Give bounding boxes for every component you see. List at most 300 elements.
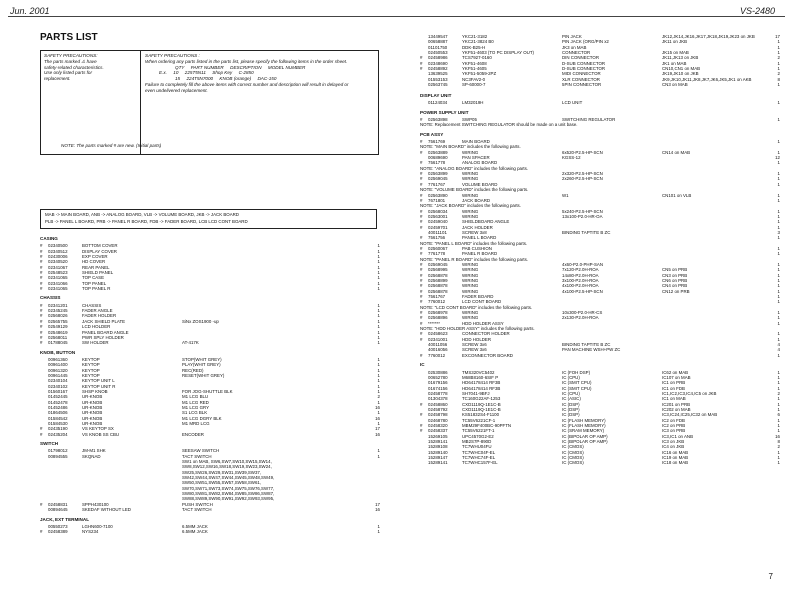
- parts-row: [420, 100, 780, 105]
- description: TOP PANEL R: [82, 286, 111, 292]
- quantity: 1: [777, 213, 780, 219]
- part-number: 01679156: [428, 380, 448, 386]
- row-mark: #: [40, 431, 43, 437]
- part-number: 00961400: [48, 362, 68, 368]
- quantity: 1: [777, 283, 780, 289]
- row-mark: #: [40, 324, 43, 330]
- quantity: 1: [377, 340, 380, 346]
- board-codes-box: [40, 209, 377, 229]
- row-mark: #: [420, 149, 423, 155]
- part-number: 02458831: [48, 501, 68, 507]
- remark: IC16 on MAB: [662, 449, 689, 455]
- description: 7x120-P2.0H-ROA: [562, 267, 599, 273]
- header-rule: [8, 16, 785, 17]
- section-title: IC: [420, 362, 425, 368]
- part-number: 02340104: [48, 378, 68, 384]
- quantity: 1: [377, 453, 380, 459]
- part-number: 02340500: [48, 243, 68, 249]
- safety-right-example: 15 224T5N7000 KNOB (orange) DAC-150: [175, 76, 277, 82]
- quantity: 3: [777, 229, 780, 235]
- quantity: 1: [777, 331, 780, 337]
- description: PIN JACK: [562, 34, 582, 39]
- description: [562, 353, 662, 358]
- row-mark: #: [40, 426, 43, 432]
- quantity: 1: [777, 352, 780, 358]
- description: JK3 on MAB: [562, 44, 587, 50]
- section-title: SWITCH: [40, 441, 59, 447]
- part-model: TC55V6221CF-1: [462, 417, 496, 423]
- remark: IC202 on MAB: [662, 406, 691, 412]
- part-number: 01864506: [48, 410, 68, 416]
- quantity: 1: [377, 318, 380, 324]
- row-mark: [420, 82, 428, 87]
- row-mark: #: [420, 331, 423, 337]
- part-model: YKC21-3182: [462, 34, 488, 39]
- description: XLR CONNECTOR: [562, 76, 600, 82]
- description: 2x320-P2.5-HP-SCN: [562, 171, 603, 177]
- description: 4x100-P2.0H-ROA: [562, 283, 599, 289]
- quantity: 1: [777, 224, 780, 230]
- remark: [662, 321, 766, 326]
- part-number: 02430006: [48, 254, 68, 260]
- part-model: PAN SPACER: [462, 155, 490, 161]
- parts-note: NOTE: "PANEL L BOARD" includes the following parts.: [420, 240, 528, 246]
- right-top-parts: [420, 34, 780, 87]
- description: [562, 235, 662, 240]
- description: UR-KNOB: [82, 399, 103, 405]
- description: IC (SMIT CPU): [562, 380, 592, 386]
- row-mark: #: [420, 176, 423, 182]
- description: 4x60-P2.0-PHP-SAN: [562, 261, 603, 267]
- remark: IC3 on PRB: [662, 428, 686, 434]
- part-number: 01584542: [48, 415, 68, 421]
- part-number: 01452445: [48, 394, 68, 400]
- row-mark: #: [420, 208, 423, 214]
- remark: IC1 on PRB: [662, 380, 686, 386]
- board-codes-line: MAB -> MAIN BOARD, ANB -> ANALOG BOARD, VLB -> VOLUME BOARD, JKB -> JACK BOARD: [45, 212, 239, 217]
- remark: FOR JOG-SHUTTLE BLK: [182, 388, 233, 394]
- description: 6x520-P2.5-HP-SCN: [562, 149, 603, 155]
- row-mark: #: [40, 501, 43, 507]
- row-mark: #: [40, 264, 43, 270]
- part-model: TMS320VC5402: [462, 369, 495, 375]
- part-number: 02345245: [48, 308, 68, 314]
- part-number: 02563899: [428, 171, 448, 177]
- part-model: NC3FAV2-0: [462, 76, 486, 82]
- right-parts-column: [420, 89, 780, 466]
- remark: IC2 on PRB: [662, 422, 686, 428]
- description: 13x100-P2.0-HR-OA: [562, 213, 603, 219]
- quantity: 1: [377, 270, 380, 276]
- description: UR-KNOB: [82, 404, 103, 410]
- part-number: 02568034: [428, 208, 448, 214]
- part-number: 02568011: [48, 334, 68, 340]
- remark: CN14 on MAB: [662, 149, 691, 155]
- description: SKEDAF WITHOUT LED: [82, 507, 131, 513]
- part-number: 40011056: [428, 342, 448, 348]
- remark: M1 MRD LCG: [182, 421, 210, 426]
- row-mark: #: [420, 352, 423, 358]
- part-number: 02568878: [428, 283, 448, 289]
- part-number: 00894645: [48, 507, 68, 513]
- quantity: 1: [777, 261, 780, 267]
- part-number: 7761767: [428, 181, 446, 187]
- part-number: 02341065: [48, 286, 68, 292]
- page-number: 7: [768, 572, 773, 581]
- quantity: 1: [777, 117, 780, 123]
- part-model: EXCONNECTOR BOARD: [462, 352, 513, 358]
- part-model: SWP05: [462, 117, 477, 123]
- quantity: 1: [377, 264, 380, 270]
- part-number: 02563001: [428, 213, 448, 219]
- remark: IC4 on JKB: [662, 444, 685, 450]
- description: FADER HOLDER: [82, 313, 117, 319]
- row-mark: #: [420, 283, 423, 289]
- description: IC (BIPOLAR OP AMP): [562, 438, 608, 444]
- part-number: 01798012: [48, 448, 68, 454]
- part-number: 02435190: [48, 426, 68, 432]
- row-mark: #: [40, 329, 43, 335]
- part-model: MAIN BOARD: [462, 139, 490, 145]
- quantity: 1: [777, 160, 780, 166]
- quantity: 1: [777, 171, 780, 177]
- quantity: 2: [777, 55, 780, 61]
- row-mark: #: [420, 422, 423, 428]
- row-mark: #: [420, 299, 423, 305]
- parts-note: NOTE: Replacement SWITCHING REGULATOR should be made on a unit base.: [420, 122, 578, 128]
- description: [562, 139, 662, 144]
- part-number: 01584530: [48, 421, 68, 426]
- part-number: 40011101: [428, 229, 447, 235]
- description: PWR SPLY HOLDER: [82, 334, 124, 340]
- part-number: 00961320: [48, 367, 68, 373]
- quantity: 1: [777, 315, 780, 321]
- quantity: 1: [777, 39, 780, 45]
- section-title: KNOB, BUTTON: [40, 349, 76, 355]
- row-mark: #: [420, 171, 423, 177]
- remark: REC(RED): [182, 367, 204, 373]
- part-number: 02568026: [48, 313, 68, 319]
- description: IC (DSP): [562, 406, 580, 412]
- parts-note: NOTE: "HDD HOLDER ASSY" includes the following parts.: [420, 326, 535, 332]
- remark: CN4 on PRB: [662, 283, 688, 289]
- part-model: WIRING: [462, 261, 479, 267]
- remark: [662, 100, 766, 105]
- part-number: 02458986: [428, 55, 448, 61]
- row-mark: #: [40, 313, 43, 319]
- remark: SEESAW SWITCH: [182, 448, 220, 454]
- quantity: 1: [777, 396, 780, 402]
- quantity: 1: [777, 272, 780, 278]
- quantity: 1: [777, 299, 780, 305]
- remark: SW8,SW12,SW16,SW18,SW19,SW23,SW24,: [182, 464, 272, 470]
- remark: JK12,JK14,JK16,JK17,JK18,JK19,JK23 on JKB: [662, 34, 755, 39]
- quantity: 16: [375, 431, 380, 437]
- description: CHASSIS: [82, 302, 102, 308]
- part-model: LCD CONT BOARD: [462, 299, 502, 305]
- description: 3x100-P2.0H-ROA: [562, 278, 599, 283]
- part-model: CXD1119Q-1E1C-B: [462, 401, 501, 407]
- remark: [662, 160, 766, 165]
- part-model: HDD HOLDER: [462, 336, 492, 342]
- part-number: 02341201: [48, 302, 68, 308]
- description: PAN MACHINE WSH+PW ZC: [562, 347, 621, 353]
- remark: IC3,IC1 on ANB: [662, 433, 693, 439]
- quantity: 8: [777, 76, 780, 82]
- part-number: 01788045: [48, 340, 68, 346]
- quantity: 16: [375, 404, 380, 410]
- part-model: TC7WHC74F-EL: [462, 455, 496, 460]
- part-model: SCREW 3x6: [462, 342, 487, 348]
- remark: SW80,SW81,SW82,SW84,SW85,SW86,SW87,: [182, 491, 275, 497]
- quantity: 1: [777, 374, 780, 380]
- part-number: 7561778: [428, 160, 446, 166]
- description: LCD HOLDER: [82, 324, 111, 330]
- part-number: 00658887: [428, 39, 448, 45]
- row-mark: #: [420, 272, 423, 278]
- part-number: 15289141: [428, 460, 448, 466]
- remark: [662, 117, 766, 122]
- part-model: YKF51-4608: [462, 60, 487, 66]
- parts-row: [40, 507, 380, 512]
- row-mark: #: [420, 181, 423, 187]
- part-number: 15269105: [428, 433, 448, 439]
- part-number: 7760012: [428, 299, 446, 305]
- remark: SW70,SW71,SW73,SW74,SW75,SW76,SW77,: [182, 485, 275, 491]
- quantity: 1: [377, 523, 380, 529]
- description: SPPH430100: [82, 501, 109, 507]
- part-number: 01452478: [48, 399, 68, 405]
- part-model: ANALOG BOARD: [462, 160, 498, 166]
- description: IC (FLASH MEMORY): [562, 422, 606, 428]
- remark: TACT SWITCH: [182, 453, 212, 459]
- part-number: 02458389: [48, 529, 68, 535]
- part-number: *******: [428, 320, 440, 326]
- row-mark: #: [420, 139, 423, 145]
- part-number: 40016056: [428, 347, 448, 353]
- part-number: 02341065: [48, 275, 68, 281]
- description: W1: [562, 192, 569, 198]
- remark: SW1 on MAB, SW6,SW7,SW10,SW15,SW14,: [182, 459, 272, 465]
- header-model: VS-2480: [739, 6, 775, 16]
- quantity: 1: [777, 422, 780, 428]
- quantity: 1: [777, 320, 780, 326]
- quantity: 16: [775, 433, 780, 439]
- quantity: 1: [377, 383, 380, 389]
- row-mark: [420, 460, 428, 465]
- parts-note: NOTE: "JACK BOARD" includes the following parts.: [420, 203, 521, 209]
- part-number: 02530886: [428, 369, 448, 375]
- description: KEYTOP: [82, 362, 100, 368]
- quantity: 1: [777, 310, 780, 316]
- part-number: 02549129: [48, 324, 68, 330]
- row-mark: #: [420, 224, 423, 230]
- description: KGSS-12: [562, 155, 581, 161]
- quantity: 1: [377, 302, 380, 308]
- row-mark: #: [420, 160, 423, 166]
- part-number: 15289140: [428, 449, 448, 455]
- quantity: 4: [777, 347, 780, 353]
- description: D-SUB CONNECTOR: [562, 60, 606, 66]
- description: VS KNOB SS CBU: [82, 431, 120, 437]
- remark: CN101 on VLB: [662, 192, 692, 198]
- description: PANEL BOARD ANGLE: [82, 329, 129, 335]
- quantity: 1: [777, 460, 780, 466]
- description: LGHN600-7100: [82, 523, 113, 529]
- remark: IC2 on FDB: [662, 417, 685, 423]
- part-model: SHIELDBOARD ANGLE: [462, 219, 510, 225]
- remark: 6.5MM JACK: [182, 529, 208, 535]
- part-model: WIRING: [462, 288, 479, 294]
- quantity: 1: [777, 245, 780, 251]
- part-number: 02435204: [48, 431, 68, 437]
- part-number: 02340512: [48, 248, 68, 254]
- part-model: VOLUME BOARD: [462, 181, 498, 187]
- description: FADER ANGLE: [82, 308, 113, 314]
- part-number: 02458778: [428, 390, 448, 396]
- description: JM-M1 SHK: [82, 448, 106, 454]
- quantity: 1: [777, 181, 780, 187]
- remark: IC1 on FDB: [662, 385, 685, 391]
- part-number: 02560067: [428, 245, 448, 251]
- description: IC (FOH DSP): [562, 369, 591, 375]
- row-mark: #: [420, 66, 423, 72]
- description: IC (FLASH MEMORY): [562, 417, 606, 423]
- part-model: WIRING: [462, 208, 479, 214]
- part-number: 01560167: [48, 388, 68, 394]
- part-number: 7561769: [428, 139, 446, 145]
- part-model: YKC21-3824 B0: [462, 39, 494, 45]
- part-number: 02563890: [428, 192, 448, 198]
- part-model: PAB CUSHION: [462, 245, 492, 251]
- description: 10x300-P2.0-HR-CS: [562, 310, 603, 316]
- description: SHSP KNOB: [82, 388, 108, 394]
- remark: [662, 299, 766, 304]
- description: IC (CMOS): [562, 460, 584, 466]
- remark: SW88,SW89,SW90,SW91,SW92,SW93,SW95,: [182, 496, 275, 502]
- safety-left-line: SAFETY PRECAUTIONS:: [44, 53, 98, 58]
- remark: TACT SWITCH: [182, 507, 212, 513]
- part-model: TC7WHC04F-EL: [462, 449, 496, 455]
- part-number: 02458798: [428, 412, 448, 418]
- quantity: 1: [377, 324, 380, 330]
- remark: [662, 353, 766, 358]
- remark: JK9,JK10,JK11,JK8,JK7,JK6,JK5,JK1 on AKB: [662, 76, 752, 82]
- section-title: POWER SUPPLY UNIT: [420, 109, 469, 115]
- safety-right-line: Failure to completely fill the above items with correct number and description will result in delayed or: [145, 81, 349, 87]
- part-model: HDD HOLDER ASSY: [462, 320, 504, 326]
- row-mark: #: [420, 192, 423, 198]
- part-number: 7761778: [428, 251, 446, 257]
- description: BINDING TAPTITE B ZC: [562, 342, 611, 348]
- safety-right-columns: QTY PART NUMBER DESCRIPTION MODEL NUMBER: [175, 64, 306, 70]
- part-model: YKF51-4603 (TO PC DISPLAY OUT): [462, 50, 534, 56]
- part-number: 13639525: [428, 71, 448, 77]
- description: 5x240-P2.5-HP-SCN: [562, 208, 603, 214]
- description: EXP COVER: [82, 254, 108, 260]
- part-number: 01674156: [428, 385, 448, 391]
- quantity: 1: [777, 235, 780, 241]
- quantity: 1: [777, 449, 780, 455]
- remark: SW42,SW44,SW47,SW44,SW45,SW48,SW49,: [182, 475, 275, 481]
- quantity: 1: [777, 267, 780, 273]
- row-mark: #: [420, 294, 423, 300]
- row-mark: #: [420, 55, 423, 61]
- description: DISPLAY COVER: [82, 248, 117, 254]
- description: TOP PANEL: [82, 280, 107, 286]
- parts-note: NOTE: "ANALOG BOARD" includes the following parts.: [420, 165, 529, 171]
- part-model: FADER BOARD: [462, 294, 494, 300]
- row-mark: #: [420, 235, 423, 241]
- part-number: 02568899: [428, 278, 448, 283]
- remark: CN10,CN1 on MAB: [662, 66, 701, 72]
- description: DIN CONNECTOR: [562, 55, 599, 61]
- quantity: 1: [377, 372, 380, 378]
- parts-row: [420, 299, 780, 304]
- quantity: 17: [775, 34, 780, 39]
- quantity: 1: [377, 254, 380, 260]
- quantity: 1: [377, 259, 380, 265]
- description: VS KEYTOP SX: [82, 426, 114, 432]
- part-number: 7760012: [428, 352, 446, 358]
- parts-row: [40, 340, 380, 345]
- quantity: 1: [777, 417, 780, 423]
- safety-right-example: E.x. 10 225T5N11 Shop Key C-2850: [159, 70, 254, 76]
- part-number: 02459040: [428, 219, 448, 225]
- part-number: 15289147: [428, 455, 448, 460]
- part-model: SH7041-9BFJ: [462, 390, 490, 396]
- row-mark: #: [420, 261, 423, 267]
- remark: PUSH SWITCH: [182, 501, 213, 507]
- quantity: 1: [777, 192, 780, 198]
- part-number: 01124034: [428, 100, 448, 106]
- remark: [662, 182, 766, 187]
- row-mark: #: [420, 267, 423, 273]
- description: IC (ASIC): [562, 396, 581, 402]
- quantity: 16: [375, 507, 380, 513]
- row-mark: #: [40, 308, 43, 314]
- safety-right-line: When ordering any parts listed in the parts list, please specify the following items in the order sheet.: [145, 58, 348, 64]
- description: HD COVER: [82, 259, 106, 265]
- part-number: 7671801: [428, 197, 446, 203]
- quantity: 1: [777, 401, 780, 407]
- remark: STOP(WHIT GREY): [182, 356, 222, 362]
- parts-note: NOTE: "MAIN BOARD" includes the following parts.: [420, 144, 521, 150]
- quantity: 1: [777, 278, 780, 283]
- safety-right-heading: SAFETY PRECAUTIONS :: [145, 53, 200, 58]
- parts-row: [40, 529, 380, 534]
- description: IC (CPU): [562, 374, 580, 380]
- quantity: 1: [777, 385, 780, 391]
- description: LCD UNIT: [562, 100, 583, 106]
- description: [562, 198, 662, 203]
- remark: IC19 on MAB: [662, 455, 689, 460]
- part-model: SP-60000-7: [462, 82, 486, 88]
- part-model: YKF51-4605: [462, 66, 487, 72]
- part-number: 7561767: [428, 294, 446, 300]
- parts-row: [420, 460, 780, 465]
- quantity: 1: [377, 448, 380, 454]
- remark: JK1 on MAB: [662, 60, 687, 66]
- safety-left-panel: [41, 51, 141, 154]
- remark: SW25,SW26,SW29,SW31,SW39,SW37,: [182, 469, 262, 475]
- quantity: 17: [375, 426, 380, 432]
- part-number: 00689690: [428, 155, 448, 161]
- row-mark: #: [420, 401, 423, 407]
- row-mark: #: [40, 318, 43, 324]
- quantity: 1: [777, 139, 780, 145]
- parts-row: [420, 160, 780, 165]
